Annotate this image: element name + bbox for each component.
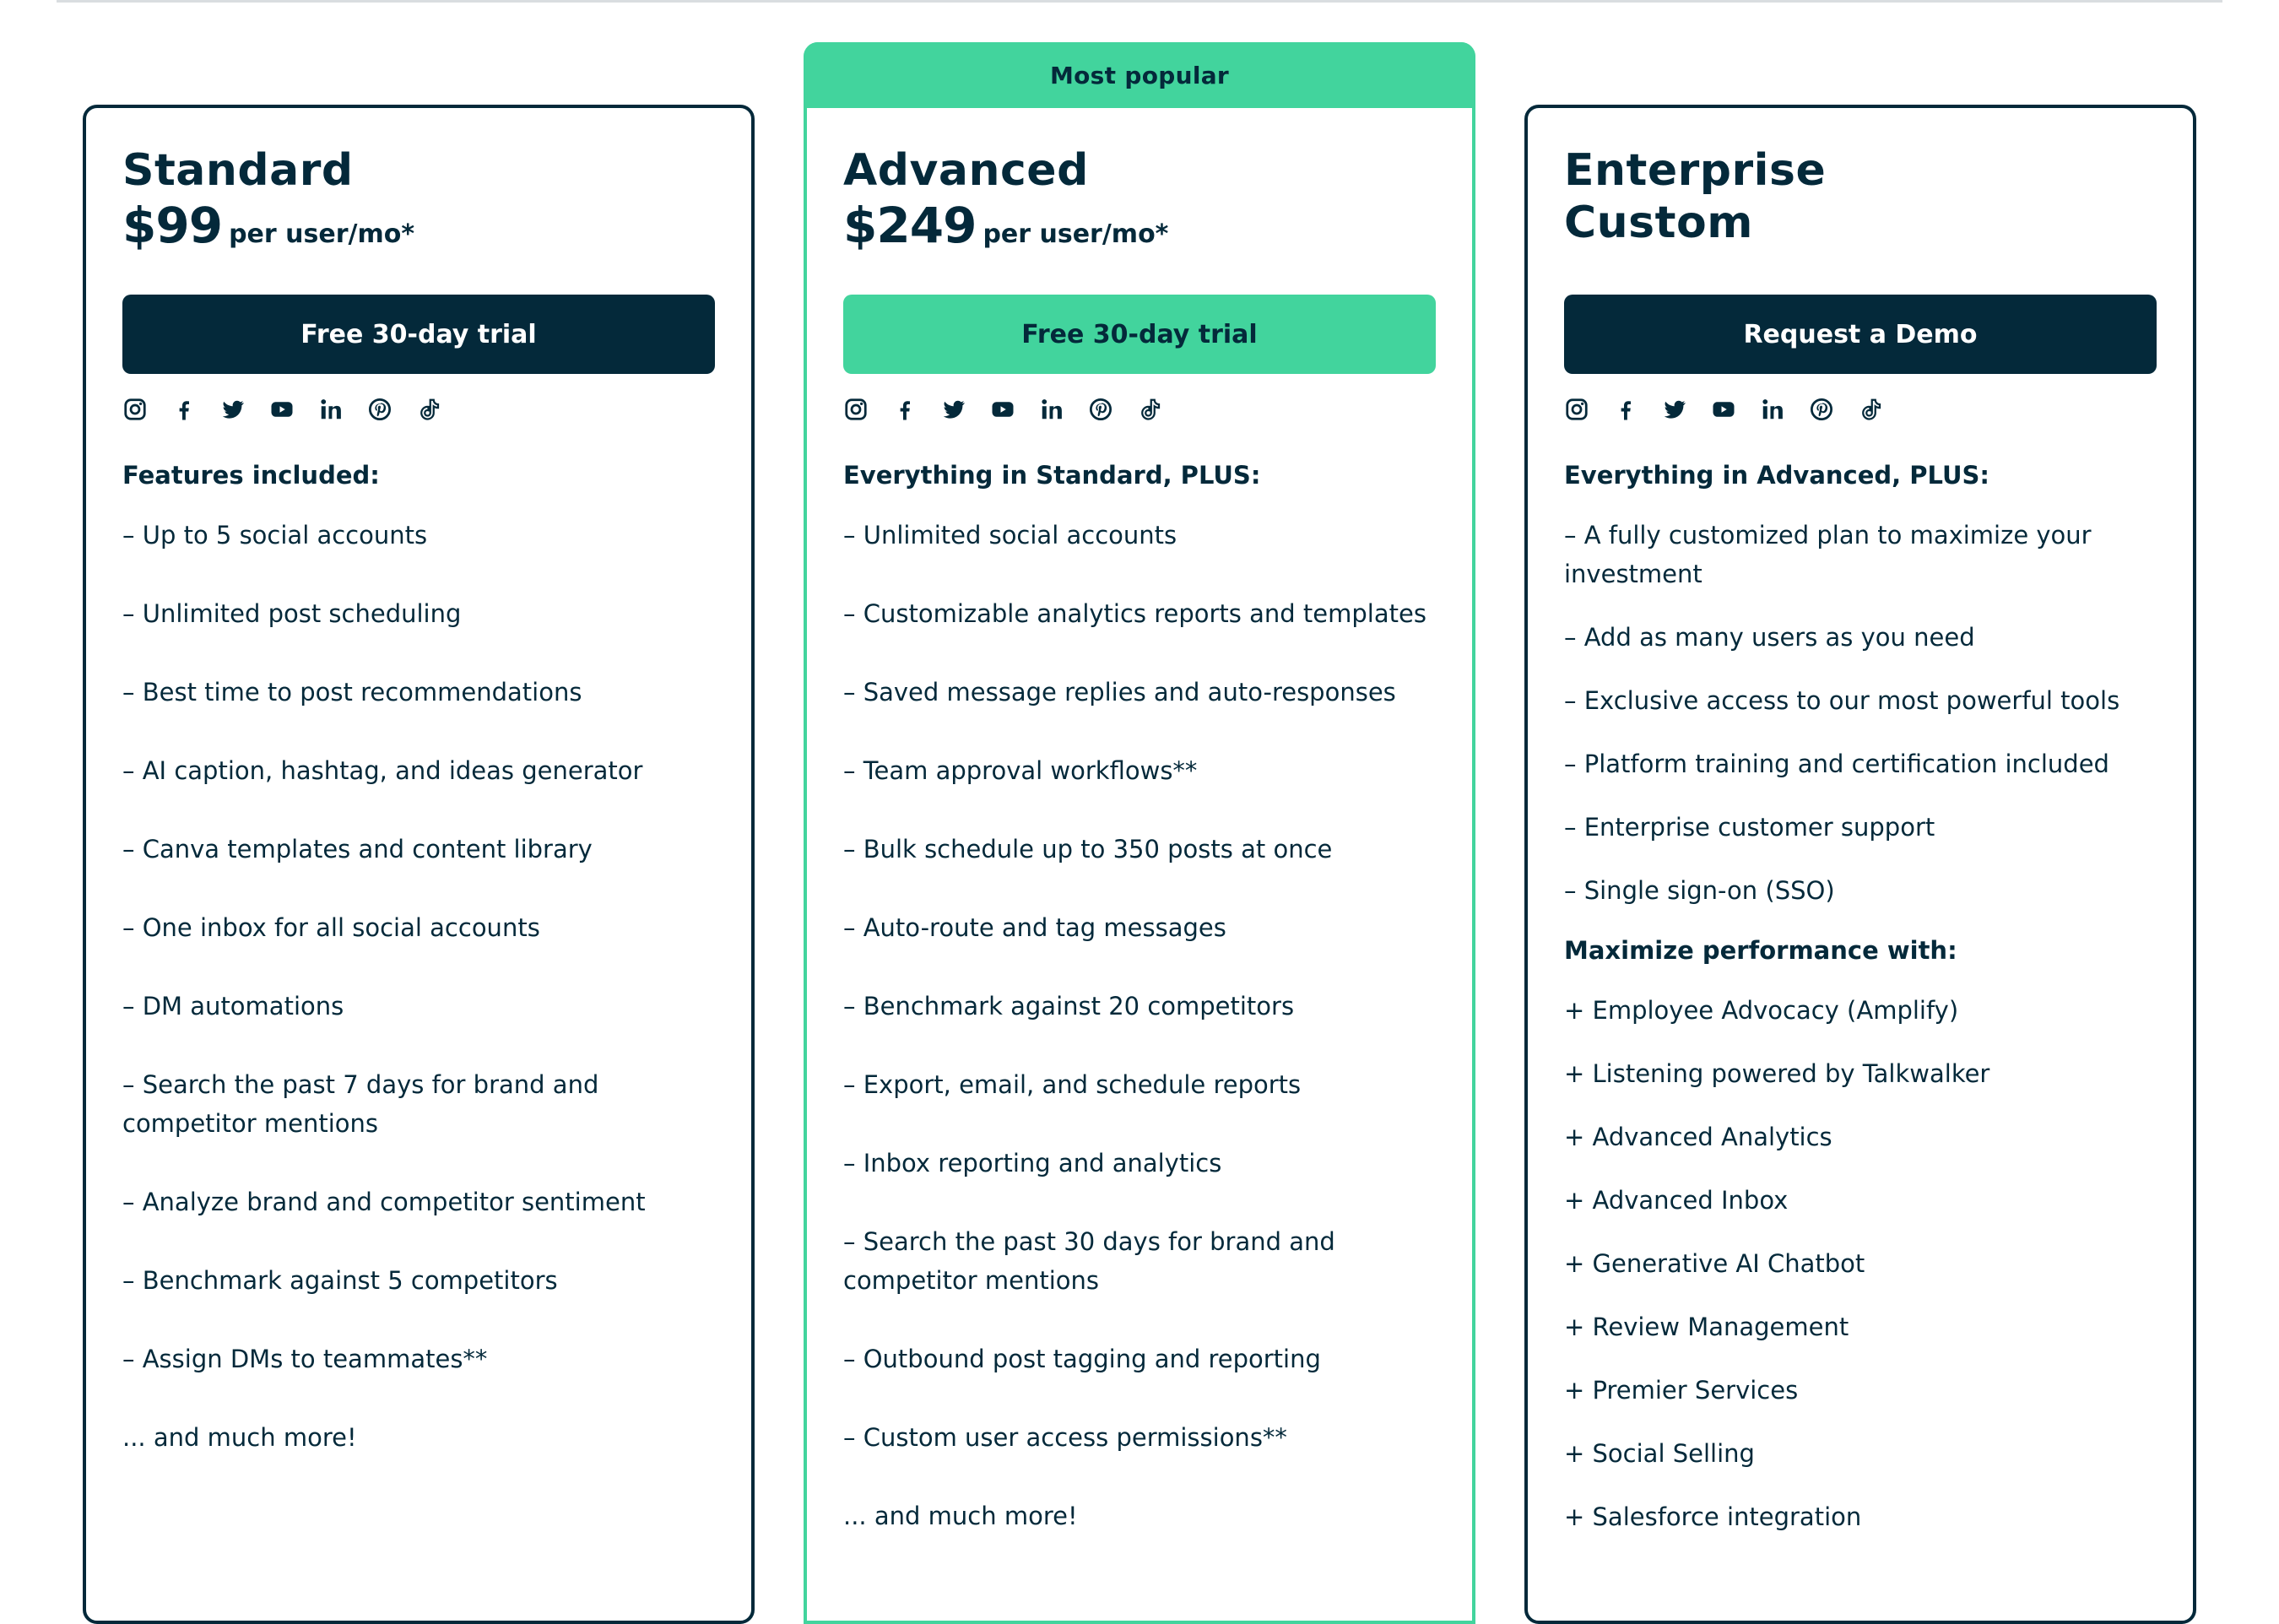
price-unit: per user/mo*: [229, 219, 415, 249]
list-item: – Export, email, and schedule reports: [843, 1070, 1302, 1099]
tiktok-icon[interactable]: [1858, 394, 1907, 425]
price-unit: per user/mo*: [983, 219, 1169, 249]
plan-price: $99: [122, 197, 223, 254]
list-item: – Unlimited social accounts: [843, 521, 1177, 549]
plan-name: Enterprise: [1564, 145, 1827, 196]
plan-card-enterprise: [1524, 105, 2196, 1624]
pinterest-icon[interactable]: [1809, 394, 1858, 425]
list-item: – One inbox for all social accounts: [122, 913, 540, 942]
linkedin-icon[interactable]: [318, 394, 367, 425]
list-item: – Add as many users as you need: [1564, 623, 1975, 652]
list-item: – Up to 5 social accounts: [122, 521, 428, 549]
features-heading: Everything in Standard, PLUS:: [843, 461, 1261, 490]
tiktok-icon[interactable]: [1137, 394, 1186, 425]
youtube-icon[interactable]: [269, 394, 318, 425]
list-item: – Canva templates and content library: [122, 835, 593, 863]
list-item: + Premier Services: [1564, 1376, 1799, 1405]
list-item: – Auto-route and tag messages: [843, 913, 1226, 942]
list-item: – AI caption, hashtag, and ideas generator: [122, 756, 643, 785]
twitter-icon[interactable]: [220, 394, 269, 425]
facebook-icon[interactable]: [171, 394, 220, 425]
list-item: – Custom user access permissions**: [843, 1423, 1287, 1452]
feature-list: [843, 516, 1436, 1535]
free-trial-button[interactable]: Free 30-day trial: [122, 295, 715, 374]
addons-heading: Maximize performance with:: [1564, 936, 1957, 965]
youtube-icon[interactable]: [1711, 394, 1760, 425]
youtube-icon[interactable]: [990, 394, 1039, 425]
list-item: + Employee Advocacy (Amplify): [1564, 996, 1959, 1025]
social-icons: [122, 394, 715, 425]
list-item: – Benchmark against 20 competitors: [843, 992, 1295, 1020]
plan-name: Advanced: [843, 145, 1089, 196]
twitter-icon[interactable]: [941, 394, 990, 425]
instagram-icon[interactable]: [843, 394, 892, 425]
list-item: – DM automations: [122, 992, 344, 1020]
list-item: – Benchmark against 5 competitors: [122, 1266, 558, 1295]
plan-price: $249: [843, 197, 977, 254]
social-icons: [843, 394, 1436, 425]
list-item: – Outbound post tagging and reporting: [843, 1345, 1321, 1373]
features-heading: Everything in Advanced, PLUS:: [1564, 461, 1990, 490]
list-item: – Platform training and certification included: [1564, 750, 2109, 778]
list-item: – Team approval workflows**: [843, 756, 1198, 785]
list-item: – Bulk schedule up to 350 posts at once: [843, 835, 1333, 863]
list-item: – Inbox reporting and analytics: [843, 1149, 1222, 1177]
feature-list: [122, 516, 715, 1457]
list-item: + Salesforce integration: [1564, 1502, 1862, 1531]
list-item: + Listening powered by Talkwalker: [1564, 1059, 1990, 1088]
linkedin-icon[interactable]: [1039, 394, 1088, 425]
list-item: – Customizable analytics reports and templates: [843, 599, 1426, 628]
list-item: + Social Selling: [1564, 1439, 1755, 1468]
list-item: + Advanced Analytics: [1564, 1123, 1832, 1151]
list-item: – Search the past 7 days for brand and competitor mentions: [122, 1070, 599, 1138]
linkedin-icon[interactable]: [1760, 394, 1809, 425]
list-item: ... and much more!: [122, 1423, 357, 1452]
social-icons: [1564, 394, 2157, 425]
facebook-icon[interactable]: [892, 394, 941, 425]
instagram-icon[interactable]: [122, 394, 171, 425]
price-row: [122, 197, 715, 254]
addon-list: [1564, 991, 2157, 1536]
list-item: – Single sign-on (SSO): [1564, 876, 1835, 905]
twitter-icon[interactable]: [1662, 394, 1711, 425]
most-popular-badge: Most popular: [804, 42, 1475, 108]
list-item: – Search the past 30 days for brand and competitor mentions: [843, 1227, 1335, 1295]
plan-card-standard: [83, 105, 755, 1624]
plan-name: Standard: [122, 145, 354, 196]
feature-list: [1564, 516, 2157, 910]
price-row: [843, 197, 1436, 254]
list-item: – Assign DMs to teammates**: [122, 1345, 488, 1373]
instagram-icon[interactable]: [1564, 394, 1613, 425]
list-item: + Advanced Inbox: [1564, 1186, 1789, 1215]
top-divider: [57, 0, 2222, 3]
facebook-icon[interactable]: [1613, 394, 1662, 425]
list-item: + Generative AI Chatbot: [1564, 1249, 1865, 1278]
pinterest-icon[interactable]: [1088, 394, 1137, 425]
plan-price: Custom: [1564, 198, 1753, 248]
plan-card-advanced: [804, 42, 1475, 1624]
list-item: – A fully customized plan to maximize your investment: [1564, 521, 2092, 588]
list-item: – Exclusive access to our most powerful tools: [1564, 686, 2120, 715]
features-heading: Features included:: [122, 461, 380, 490]
list-item: – Saved message replies and auto-responses: [843, 678, 1396, 706]
list-item: – Best time to post recommendations: [122, 678, 582, 706]
list-item: – Unlimited post scheduling: [122, 599, 462, 628]
pinterest-icon[interactable]: [367, 394, 416, 425]
list-item: ... and much more!: [843, 1502, 1078, 1530]
tiktok-icon[interactable]: [416, 394, 465, 425]
free-trial-button[interactable]: Free 30-day trial: [843, 295, 1436, 374]
list-item: – Enterprise customer support: [1564, 813, 1935, 842]
request-demo-button[interactable]: Request a Demo: [1564, 295, 2157, 374]
list-item: – Analyze brand and competitor sentiment: [122, 1188, 646, 1216]
list-item: + Review Management: [1564, 1313, 1849, 1341]
